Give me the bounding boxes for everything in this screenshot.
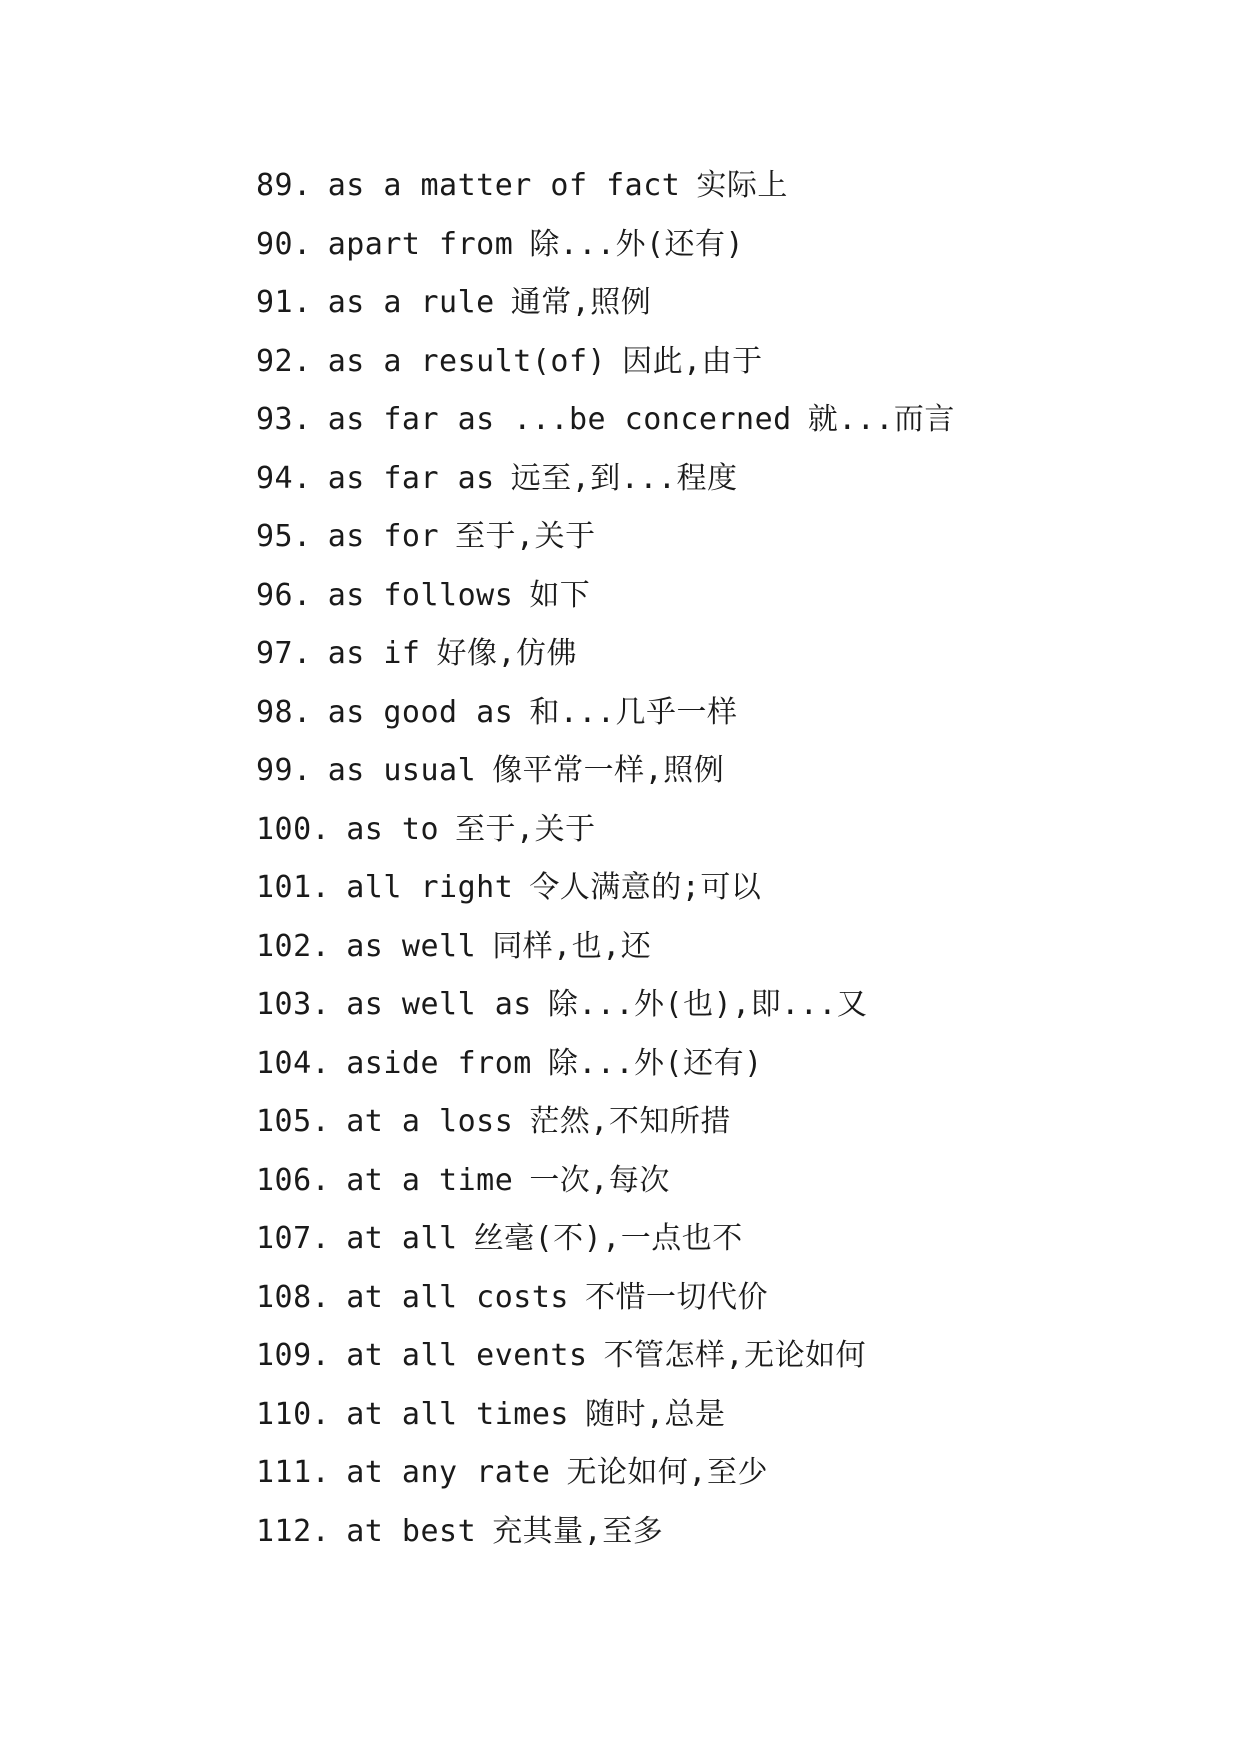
entry-meaning: 就...而言	[807, 402, 955, 437]
entry-phrase: at a time	[346, 1162, 514, 1198]
list-item	[256, 1444, 955, 1503]
entry-phrase: at a loss	[346, 1104, 514, 1139]
entry-number: 90.	[256, 226, 312, 262]
entry-phrase: as good as	[327, 694, 514, 730]
entry-meaning: 像平常一样,照例	[492, 753, 725, 788]
entry-number: 93.	[256, 402, 312, 437]
entry-meaning: 实际上	[696, 168, 788, 203]
entry-phrase: at all times	[346, 1396, 569, 1432]
list-item	[256, 684, 955, 743]
list-item	[256, 1035, 955, 1094]
entry-number: 89.	[256, 168, 312, 203]
list-item	[256, 274, 955, 333]
entry-meaning: 同样,也,还	[492, 928, 652, 964]
entry-meaning: 远至,到...程度	[510, 460, 738, 496]
entry-number: 102.	[256, 928, 331, 964]
list-item	[256, 450, 955, 509]
entry-number: 96.	[256, 577, 312, 613]
entry-number: 99.	[256, 753, 312, 788]
entry-meaning: 除...外(还有)	[547, 1045, 763, 1081]
list-item	[256, 1386, 955, 1445]
list-item	[256, 1269, 955, 1328]
entry-number: 106.	[256, 1162, 331, 1198]
phrase-list	[256, 157, 955, 1561]
entry-meaning: 充其量,至多	[492, 1513, 664, 1549]
entry-meaning: 通常,照例	[510, 285, 652, 320]
entry-phrase: all right	[346, 870, 514, 905]
entry-phrase: apart from	[327, 226, 514, 262]
entry-phrase: as far as	[327, 460, 495, 496]
entry-phrase: at all costs	[346, 1279, 569, 1315]
entry-phrase: as if	[327, 636, 421, 671]
list-item	[256, 918, 955, 977]
entry-number: 92.	[256, 343, 312, 379]
list-item	[256, 391, 955, 450]
list-item	[256, 216, 955, 275]
entry-number: 103.	[256, 987, 331, 1022]
entry-number: 111.	[256, 1455, 331, 1490]
list-item	[256, 157, 955, 216]
list-item	[256, 1210, 955, 1269]
entry-meaning: 因此,由于	[622, 343, 763, 379]
entry-meaning: 不惜一切代价	[585, 1279, 768, 1315]
entry-phrase: as well as	[346, 987, 532, 1022]
entry-number: 91.	[256, 285, 312, 320]
entry-number: 95.	[256, 519, 312, 554]
entry-phrase: as follows	[327, 577, 514, 613]
entry-phrase: at all	[346, 1221, 458, 1256]
entry-phrase: at all events	[346, 1338, 588, 1373]
entry-meaning: 丝毫(不),一点也不	[473, 1221, 743, 1256]
list-item	[256, 801, 955, 860]
entry-number: 97.	[256, 636, 312, 671]
entry-meaning: 好像,仿佛	[436, 636, 578, 671]
entry-meaning: 无论如何,至少	[566, 1455, 768, 1490]
entry-number: 94.	[256, 460, 312, 496]
entry-meaning: 除...外(还有)	[529, 226, 745, 262]
entry-number: 100.	[256, 811, 331, 847]
list-item	[256, 508, 955, 567]
list-item	[256, 976, 955, 1035]
list-item	[256, 333, 955, 392]
entry-phrase: as to	[346, 811, 440, 847]
entry-phrase: as a matter of fact	[327, 168, 681, 203]
entry-meaning: 如下	[529, 577, 591, 613]
list-item	[256, 1093, 955, 1152]
entry-meaning: 令人满意的;可以	[529, 870, 762, 905]
list-item	[256, 567, 955, 626]
list-item	[256, 625, 955, 684]
entry-meaning: 和...几乎一样	[529, 694, 738, 730]
entry-meaning: 至于,关于	[455, 519, 596, 554]
entry-number: 104.	[256, 1045, 331, 1081]
list-item	[256, 742, 955, 801]
entry-number: 105.	[256, 1104, 331, 1139]
entry-phrase: as a rule	[327, 285, 495, 320]
list-item	[256, 1327, 955, 1386]
list-item	[256, 859, 955, 918]
entry-phrase: as usual	[327, 753, 477, 788]
entry-number: 110.	[256, 1396, 331, 1432]
entry-phrase: as far as ...be concerned	[327, 402, 792, 437]
entry-phrase: at best	[346, 1513, 477, 1549]
entry-phrase: at any rate	[346, 1455, 551, 1490]
entry-number: 101.	[256, 870, 331, 905]
entry-meaning: 随时,总是	[585, 1396, 726, 1432]
entry-phrase: as well	[346, 928, 477, 964]
entry-phrase: as a result(of)	[327, 343, 607, 379]
entry-phrase: aside from	[346, 1045, 532, 1081]
entry-meaning: 至于,关于	[455, 811, 596, 847]
entry-meaning: 一次,每次	[529, 1162, 670, 1198]
list-item	[256, 1503, 955, 1562]
entry-meaning: 茫然,不知所措	[529, 1104, 731, 1139]
entry-number: 108.	[256, 1279, 331, 1315]
entry-number: 107.	[256, 1221, 331, 1256]
entry-number: 112.	[256, 1513, 331, 1549]
list-item	[256, 1152, 955, 1211]
entry-number: 109.	[256, 1338, 331, 1373]
entry-meaning: 不管怎样,无论如何	[603, 1338, 867, 1373]
entry-meaning: 除...外(也),即...又	[547, 987, 868, 1022]
entry-number: 98.	[256, 694, 312, 730]
entry-phrase: as for	[327, 519, 440, 554]
